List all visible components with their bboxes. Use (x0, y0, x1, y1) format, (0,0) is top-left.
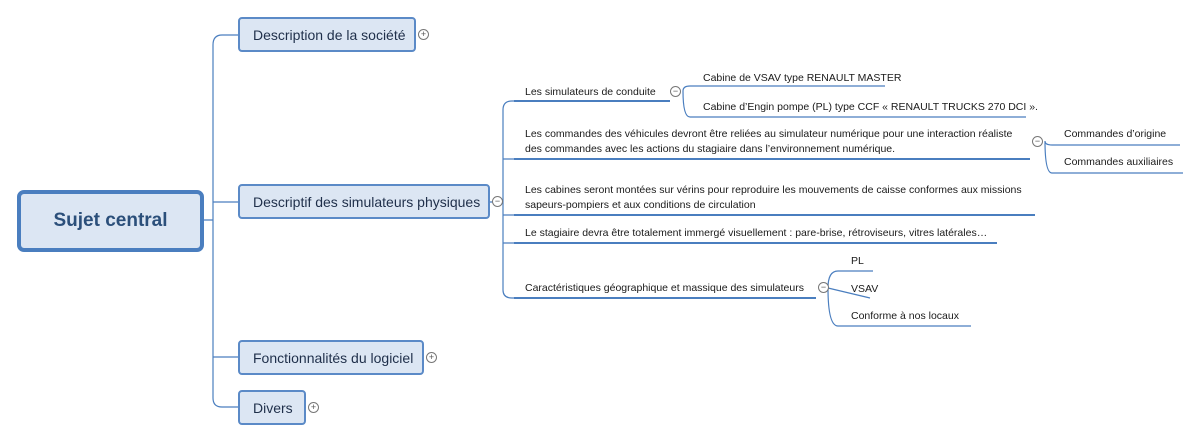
branch-fonctionnalites[interactable] (238, 340, 424, 375)
central-topic[interactable] (17, 190, 204, 252)
branch-description-label: Description de la société (253, 26, 406, 43)
topic-commandes-vehicules[interactable]: Les commandes des véhicules devront être reliées au simulateur numérique pour une interaction réaliste des commandes avec les actions du stagiaire dans l’environnement numérique. (525, 128, 1013, 155)
topic-caracteristiques[interactable]: Caractéristiques géographique et massique des simulateurs (525, 282, 804, 294)
topic-cabine-engin-pompe[interactable]: Cabine d’Engin pompe (PL) type CCF « RENAULT TRUCKS 270 DCI ». (703, 101, 1038, 113)
topic-vsav[interactable]: VSAV (851, 283, 879, 295)
topic-conforme-locaux[interactable]: Conforme à nos locaux (851, 310, 959, 322)
branch-description[interactable] (238, 17, 416, 52)
branch-descriptif-label: Descriptif des simulateurs physiques (253, 193, 481, 210)
collapse-commandes-icon[interactable]: − (1032, 136, 1043, 147)
branch-fonctionnalites-label: Fonctionnalités du logiciel (253, 349, 414, 366)
branch-descriptif[interactable] (238, 184, 490, 219)
topic-commandes-origine[interactable]: Commandes d’origine (1064, 128, 1167, 140)
expand-divers-icon[interactable]: + (308, 402, 319, 413)
expand-fonctionnalites-icon[interactable]: + (426, 352, 437, 363)
expand-description-icon[interactable]: + (418, 29, 429, 40)
topic-simulateurs-conduite[interactable]: Les simulateurs de conduite (525, 86, 656, 98)
topic-commandes-auxiliaires[interactable]: Commandes auxiliaires (1064, 156, 1174, 168)
topic-stagiaire-immerge[interactable]: Le stagiaire devra être totalement immergé visuellement : pare-brise, rétroviseurs, vitres latérales… (525, 227, 988, 239)
branch-divers[interactable] (238, 390, 306, 425)
topic-cabines-verins[interactable]: Les cabines seront montées sur vérins pour reproduire les mouvements de caisse conformes aux missions sapeurs-pompiers et aux conditions de circulation (525, 184, 1022, 211)
collapse-descriptif-icon[interactable]: − (492, 196, 503, 207)
topic-pl[interactable]: PL (851, 255, 864, 267)
connector-central-trunk (204, 35, 238, 407)
branch-divers-label: Divers (253, 399, 293, 416)
topic-cabine-vsav[interactable]: Cabine de VSAV type RENAULT MASTER (703, 72, 902, 84)
collapse-conduite-icon[interactable]: − (670, 86, 681, 97)
collapse-caracteristiques-icon[interactable]: − (818, 282, 829, 293)
central-topic-label: Sujet central (53, 210, 168, 231)
